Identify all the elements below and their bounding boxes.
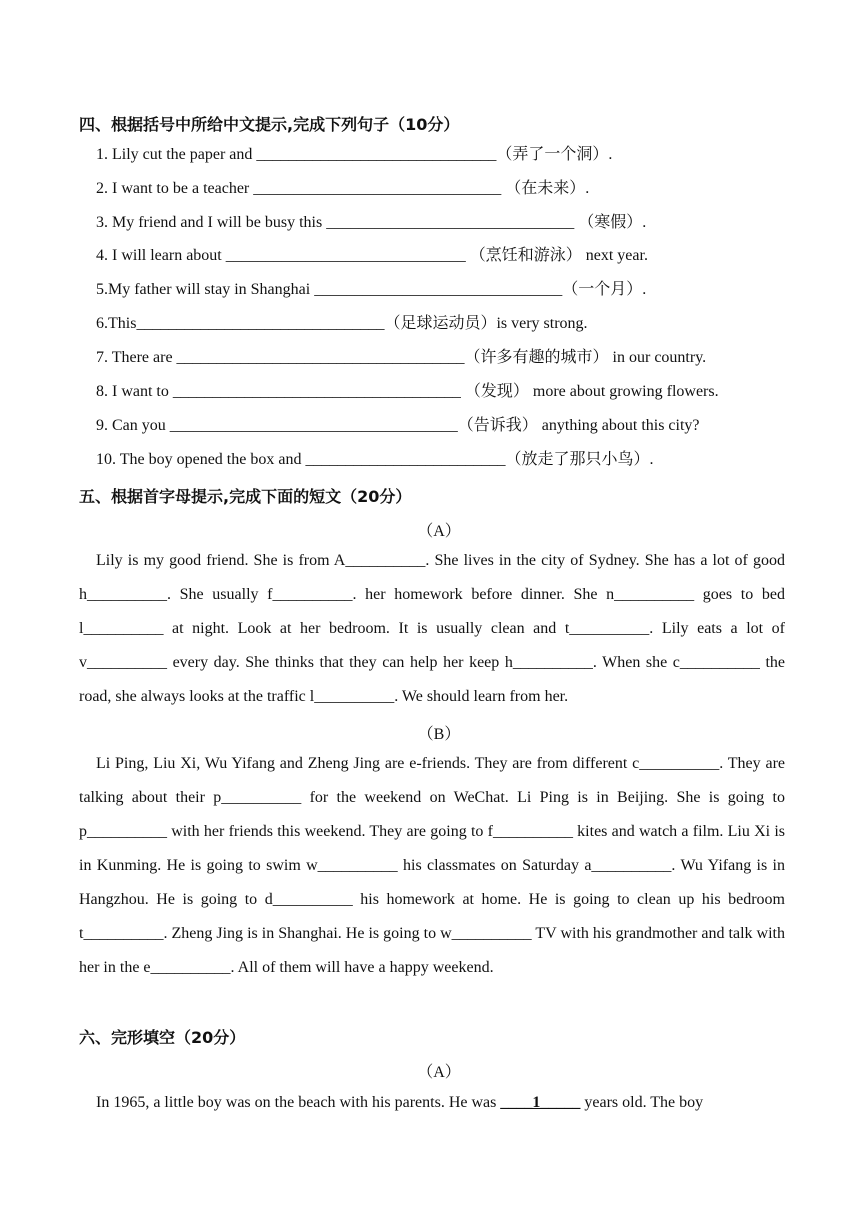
cloze-first-line xyxy=(96,1093,703,1113)
sentence-item-3: 3. My friend and I will be busy this _______________________________ （寒假）. xyxy=(96,214,647,231)
passage-b-text: Li Ping, Liu Xi, Wu Yifang and Zheng Jing are e-friends. They are from different c__________. They are talking about their p__________ for the weekend on WeChat. Li Ping is in Beijing. She is going to p__________ with her friends this weekend. They are going to f__________ kites and watch a film. Liu Xi is in Kunming. He is going to swim w__________ his classmates on Saturday a__________. Wu Yifang is in Hangzhou. He is going to d__________ his homework at home. He is going to clean up his bedroom t__________. Zheng Jing is in Shanghai. He is going to w__________ TV with his grandmother and talk with her in the e__________. All of them will have a happy weekend. xyxy=(79,755,785,976)
passage-a-text: Lily is my good friend. She is from A__________. She lives in the city of Sydney. She has a lot of good h__________. She usually f__________. her homework before dinner. She n__________ goes to bed l__________ at night. Look at her bedroom. It is usually clean and t__________. Lily eats a lot of v__________ every day. She thinks that they can help her keep h__________. When she c__________ the road, she always looks at the traffic l__________. We should learn from her. xyxy=(79,552,785,705)
sentence-item-9: 9. Can you ____________________________________（告诉我） anything about this city? xyxy=(96,417,700,434)
section-5-heading: 五、根据首字母提示,完成下面的短文（20分） xyxy=(79,487,412,506)
section-6-part-a-label: （A） xyxy=(417,1064,461,1081)
section-6-heading: 六、完形填空（20分） xyxy=(79,1028,246,1047)
section-4-heading: 四、根据括号中所给中文提示,完成下列句子（10分） xyxy=(79,115,460,134)
section-5-part-b-passage xyxy=(79,747,785,985)
cloze-text-after: years old. The boy xyxy=(580,1094,704,1111)
section-5-part-b-label: （B） xyxy=(417,726,461,743)
section-5-part-a-passage xyxy=(79,544,785,714)
cloze-blank-1[interactable]: ____1_____ xyxy=(500,1094,581,1111)
sentence-item-10: 10. The boy opened the box and _________________________（放走了那只小鸟）. xyxy=(96,451,654,468)
sentence-item-4: 4. I will learn about ______________________________ （烹饪和游泳） next year. xyxy=(96,247,648,264)
cloze-text-before: In 1965, a little boy was on the beach with his parents. He was xyxy=(96,1094,501,1111)
sentence-item-8: 8. I want to ____________________________________ （发现） more about growing flowers. xyxy=(96,383,719,400)
sentence-item-1: 1. Lily cut the paper and ______________________________（弄了一个洞）. xyxy=(96,146,613,163)
section-5-part-a-label: （A） xyxy=(417,523,461,540)
sentence-item-2: 2. I want to be a teacher _______________________________ （在未来）. xyxy=(96,180,590,197)
sentence-item-5: 5.My father will stay in Shanghai _______________________________（一个月）. xyxy=(96,281,647,298)
sentence-item-6: 6.This_______________________________（足球运动员）is very strong. xyxy=(96,315,588,332)
sentence-item-7: 7. There are ____________________________________（许多有趣的城市） in our country. xyxy=(96,349,707,366)
